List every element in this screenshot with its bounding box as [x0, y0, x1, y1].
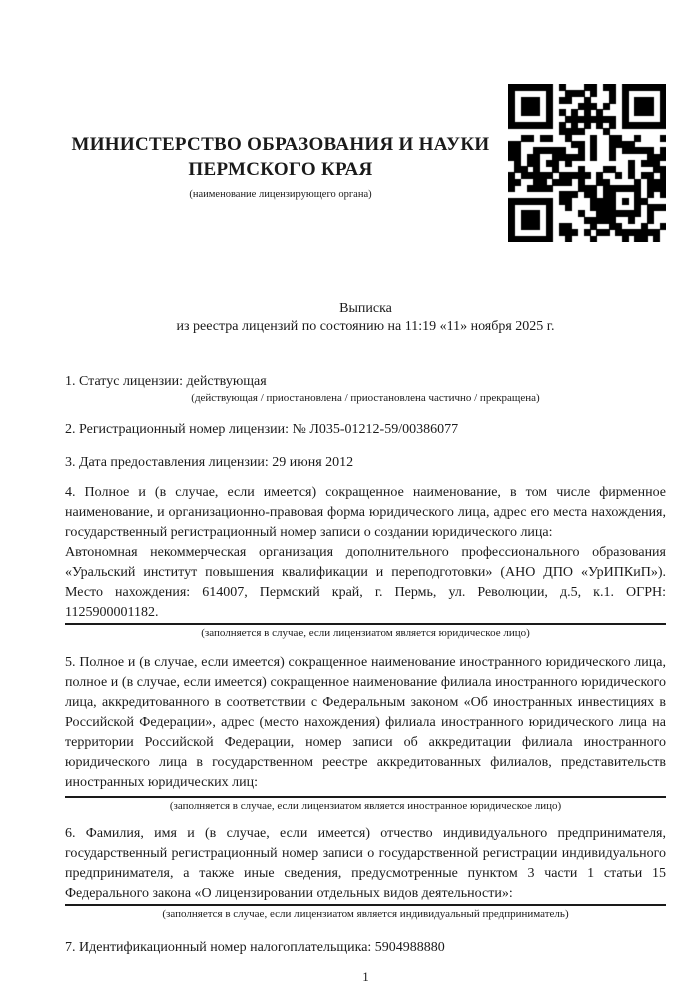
authority-field-caption: (наименование лицензирующего органа) — [189, 189, 372, 200]
entrepreneur-section — [65, 824, 666, 921]
registration-number: 2. Регистрационный номер лицензии: № Л035-01212-59/00386077 — [65, 422, 459, 437]
document-title — [65, 300, 666, 336]
legal-entity-section — [65, 483, 666, 640]
document-header — [65, 84, 666, 242]
license-status: 1. Статус лицензии: действующая — [65, 374, 267, 389]
legal-entity-question: 4. Полное и (в случае, если имеется) сокращенное наименование, в том числе фирменное наименование, и организационно-правовая форма юридического лица, адрес его места нахождения, государственный регистрационный номер записи о создании юридического лица: — [65, 485, 666, 540]
document-title-line1: Выписка — [339, 301, 392, 316]
licensing-authority-block — [65, 84, 508, 201]
legal-entity-note: (заполняется в случае, если лицензиатом является юридическое лицо) — [201, 627, 530, 639]
foreign-entity-question: 5. Полное и (в случае, если имеется) сокращенное наименование иностранного юридического лица, полное и (в случае, если имеется) сокращенное наименование филиала иностранного юридического лица, аккредитованного в соответствии с Федеральным законом «Об иностранных инвестициях в Российской Федерации», адрес (место нахождения) филиала иностранного юридического лица на территории Российской Федерации, номер записи об аккредитации филиала иностранного юридического лица в государственном реестре аккредитованных филиалов, представительств иностранных юридических лиц: — [65, 655, 666, 790]
qr-code — [508, 84, 666, 242]
license-grant-date: 3. Дата предоставления лицензии: 29 июня 2012 — [65, 455, 354, 470]
license-status-options-note: (действующая / приостановлена / приостановлена частично / прекращена) — [191, 392, 540, 404]
legal-entity-answer: Автономная некоммерческая организация дополнительного профессионального образования «Уральский институт повышения квалификации и переподготовки» (АНО ДПО «УрИПКиП»). Место нахождения: 614007, Пермский край, г. Пермь, ул. Революции, д.5, к.1. ОГРН: 1125900001182. — [65, 545, 666, 620]
document-title-line2: из реестра лицензий по состоянию на 11:19 «11» ноября 2025 г. — [176, 319, 555, 334]
entrepreneur-note: (заполняется в случае, если лицензиатом является индивидуальный предприниматель) — [162, 908, 569, 920]
fill-in-rule-entrepreneur — [65, 904, 666, 906]
ministry-name-line2: ПЕРМСКОГО КРАЯ — [188, 159, 373, 180]
foreign-entity-section — [65, 653, 666, 813]
page-number: 1 — [362, 969, 369, 984]
foreign-entity-note: (заполняется в случае, если лицензиатом является иностранное юридическое лицо) — [169, 800, 562, 812]
taxpayer-id: 7. Идентификационный номер налогоплательщика: 5904988880 — [65, 940, 445, 955]
entrepreneur-question: 6. Фамилия, имя и (в случае, если имеется) отчество индивидуального предпринимателя, государственный регистрационный номер записи о государственной регистрации индивидуального предпринимателя, а также иные сведения, предусмотренные пунктом 3 части 1 статьи 15 Федерального закона «О лицензировании отдельных видов деятельности»: — [65, 826, 666, 901]
fill-in-rule-foreign-entity — [65, 796, 666, 798]
ministry-name-line1: МИНИСТЕРСТВО ОБРАЗОВАНИЯ И НАУКИ — [71, 134, 490, 155]
fill-in-rule-legal-entity — [65, 623, 666, 625]
